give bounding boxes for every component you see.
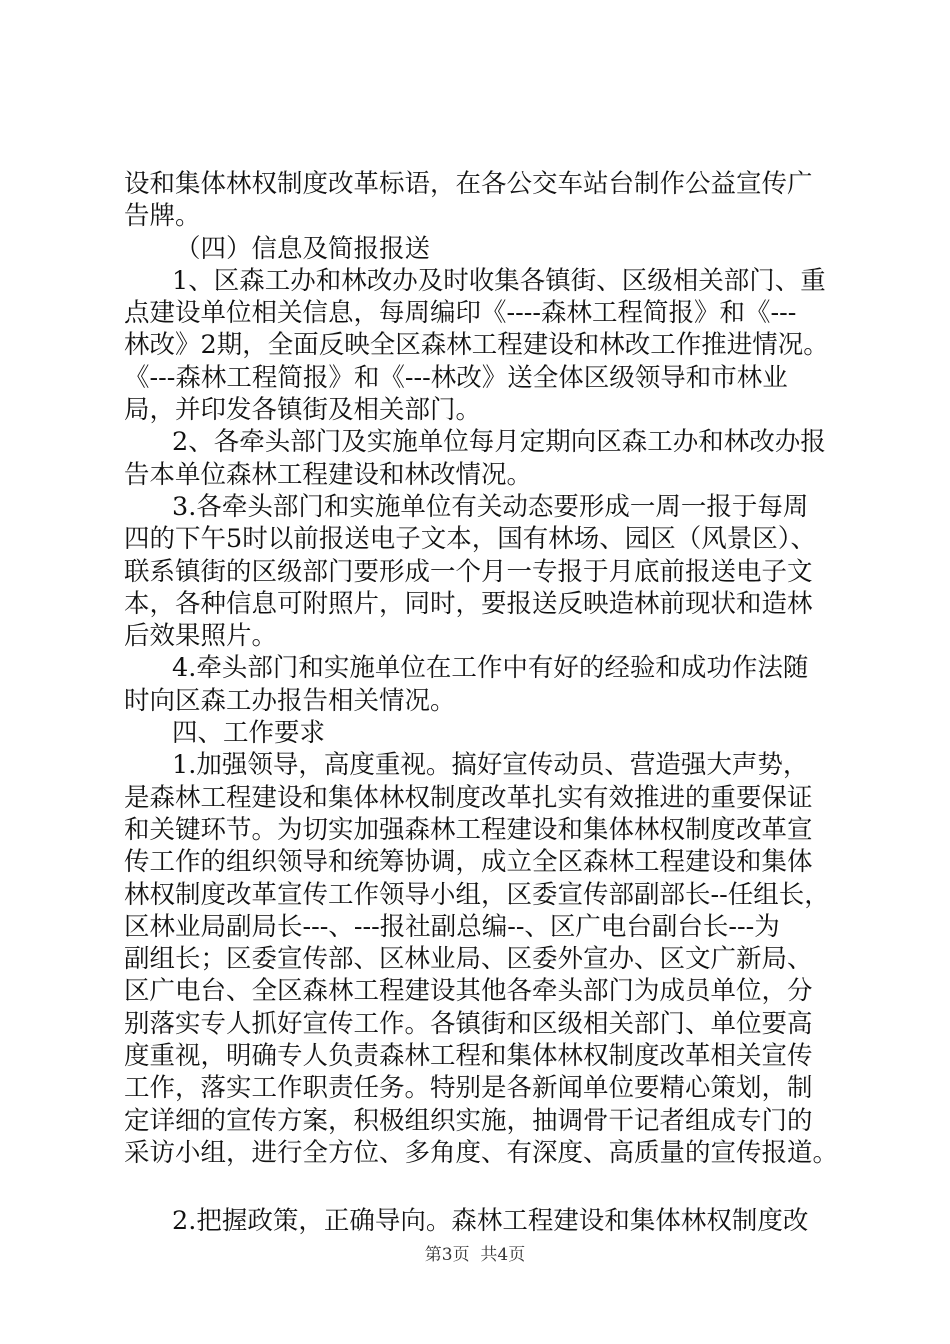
paragraph-line: 后效果照片。 [124, 621, 278, 652]
paragraph-line: 设和集体林权制度改革标语，在各公交车站台制作公益宣传广 [124, 169, 813, 199]
section-heading: 四、工作要求 [172, 718, 326, 749]
paragraph-line: 传工作的组织领导和统筹协调，成立全区森林工程建设和集体 [124, 847, 813, 878]
paragraph-line: 联系镇街的区级部门要形成一个月一专报于月底前报送电子文 [124, 556, 813, 587]
paragraph-line: 4.牵头部门和实施单位在工作中有好的经验和成功作法随 [172, 653, 809, 684]
paragraph-line: 《---森林工程简报》和《---林改》送全体区级领导和市林业 [124, 362, 788, 393]
paragraph-line: 林改》2期，全面反映全区森林工程建设和林改工作推进情况。 [124, 330, 829, 361]
section-heading: （四）信息及简报报送 [175, 233, 431, 264]
paragraph-line: 告本单位森林工程建设和林改情况。 [124, 459, 533, 490]
paragraph-line: 度重视，明确专人负责森林工程和集体林权制度改革相关宣传 [124, 1041, 813, 1072]
paragraph-gap [124, 1169, 844, 1205]
paragraph-line: 区广电台、全区森林工程建设其他各牵头部门为成员单位，分 [124, 976, 813, 1007]
paragraph-line: 1.加强领导，高度重视。搞好宣传动员、营造强大声势， [172, 750, 809, 781]
paragraph-line: 局，并印发各镇街及相关部门。 [124, 395, 482, 426]
paragraph-line: 是森林工程建设和集体林权制度改革扎实有效推进的重要保证 [124, 782, 813, 813]
paragraph-line: 林权制度改革宣传工作领导小组，区委宣传部副部长--任组长， [124, 879, 830, 910]
paragraph-line: 2、各牵头部门及实施单位每月定期向区森工办和林改办报 [172, 427, 826, 458]
paragraph-line: 四的下午5时以前报送电子文本，国有林场、园区（风景区）、 [124, 524, 816, 555]
paragraph-line: 告牌。 [124, 201, 201, 232]
paragraph-line: 工作，落实工作职责任务。特别是各新闻单位要精心策划，制 [124, 1073, 813, 1104]
paragraph-line: 1、区森工办和林改办及时收集各镇街、区级相关部门、重 [172, 265, 826, 296]
paragraph-line: 定详细的宣传方案，积极组织实施，抽调骨干记者组成专门的 [124, 1105, 813, 1136]
paragraph-line: 2.把握政策，正确导向。森林工程建设和集体林权制度改 [172, 1206, 809, 1237]
paragraph-line: 3.各牵头部门和实施单位有关动态要形成一周一报于每周 [172, 491, 809, 522]
paragraph-line: 区林业局副局长---、---报社副总编--、区广电台副台长---为 [124, 911, 780, 942]
paragraph-line: 采访小组，进行全方位、多角度、有深度、高质量的宣传报道。 [124, 1137, 839, 1168]
paragraph-line: 本，各种信息可附照片，同时，要报送反映造林前现状和造林 [124, 588, 813, 619]
paragraph-line: 别落实专人抓好宣传工作。各镇街和区级相关部门、单位要高 [124, 1008, 813, 1039]
page-number-footer: 第3页 共4页 [424, 1245, 526, 1265]
paragraph-line: 副组长；区委宣传部、区林业局、区委外宣办、区文广新局、 [124, 944, 813, 975]
document-body [124, 168, 844, 1238]
paragraph-line: 和关键环节。为切实加强森林工程建设和集体林权制度改革宣 [124, 814, 813, 845]
paragraph-line: 时向区森工办报告相关情况。 [124, 685, 456, 716]
paragraph-line: 点建设单位相关信息，每周编印《----森林工程简报》和《--- [124, 298, 797, 329]
